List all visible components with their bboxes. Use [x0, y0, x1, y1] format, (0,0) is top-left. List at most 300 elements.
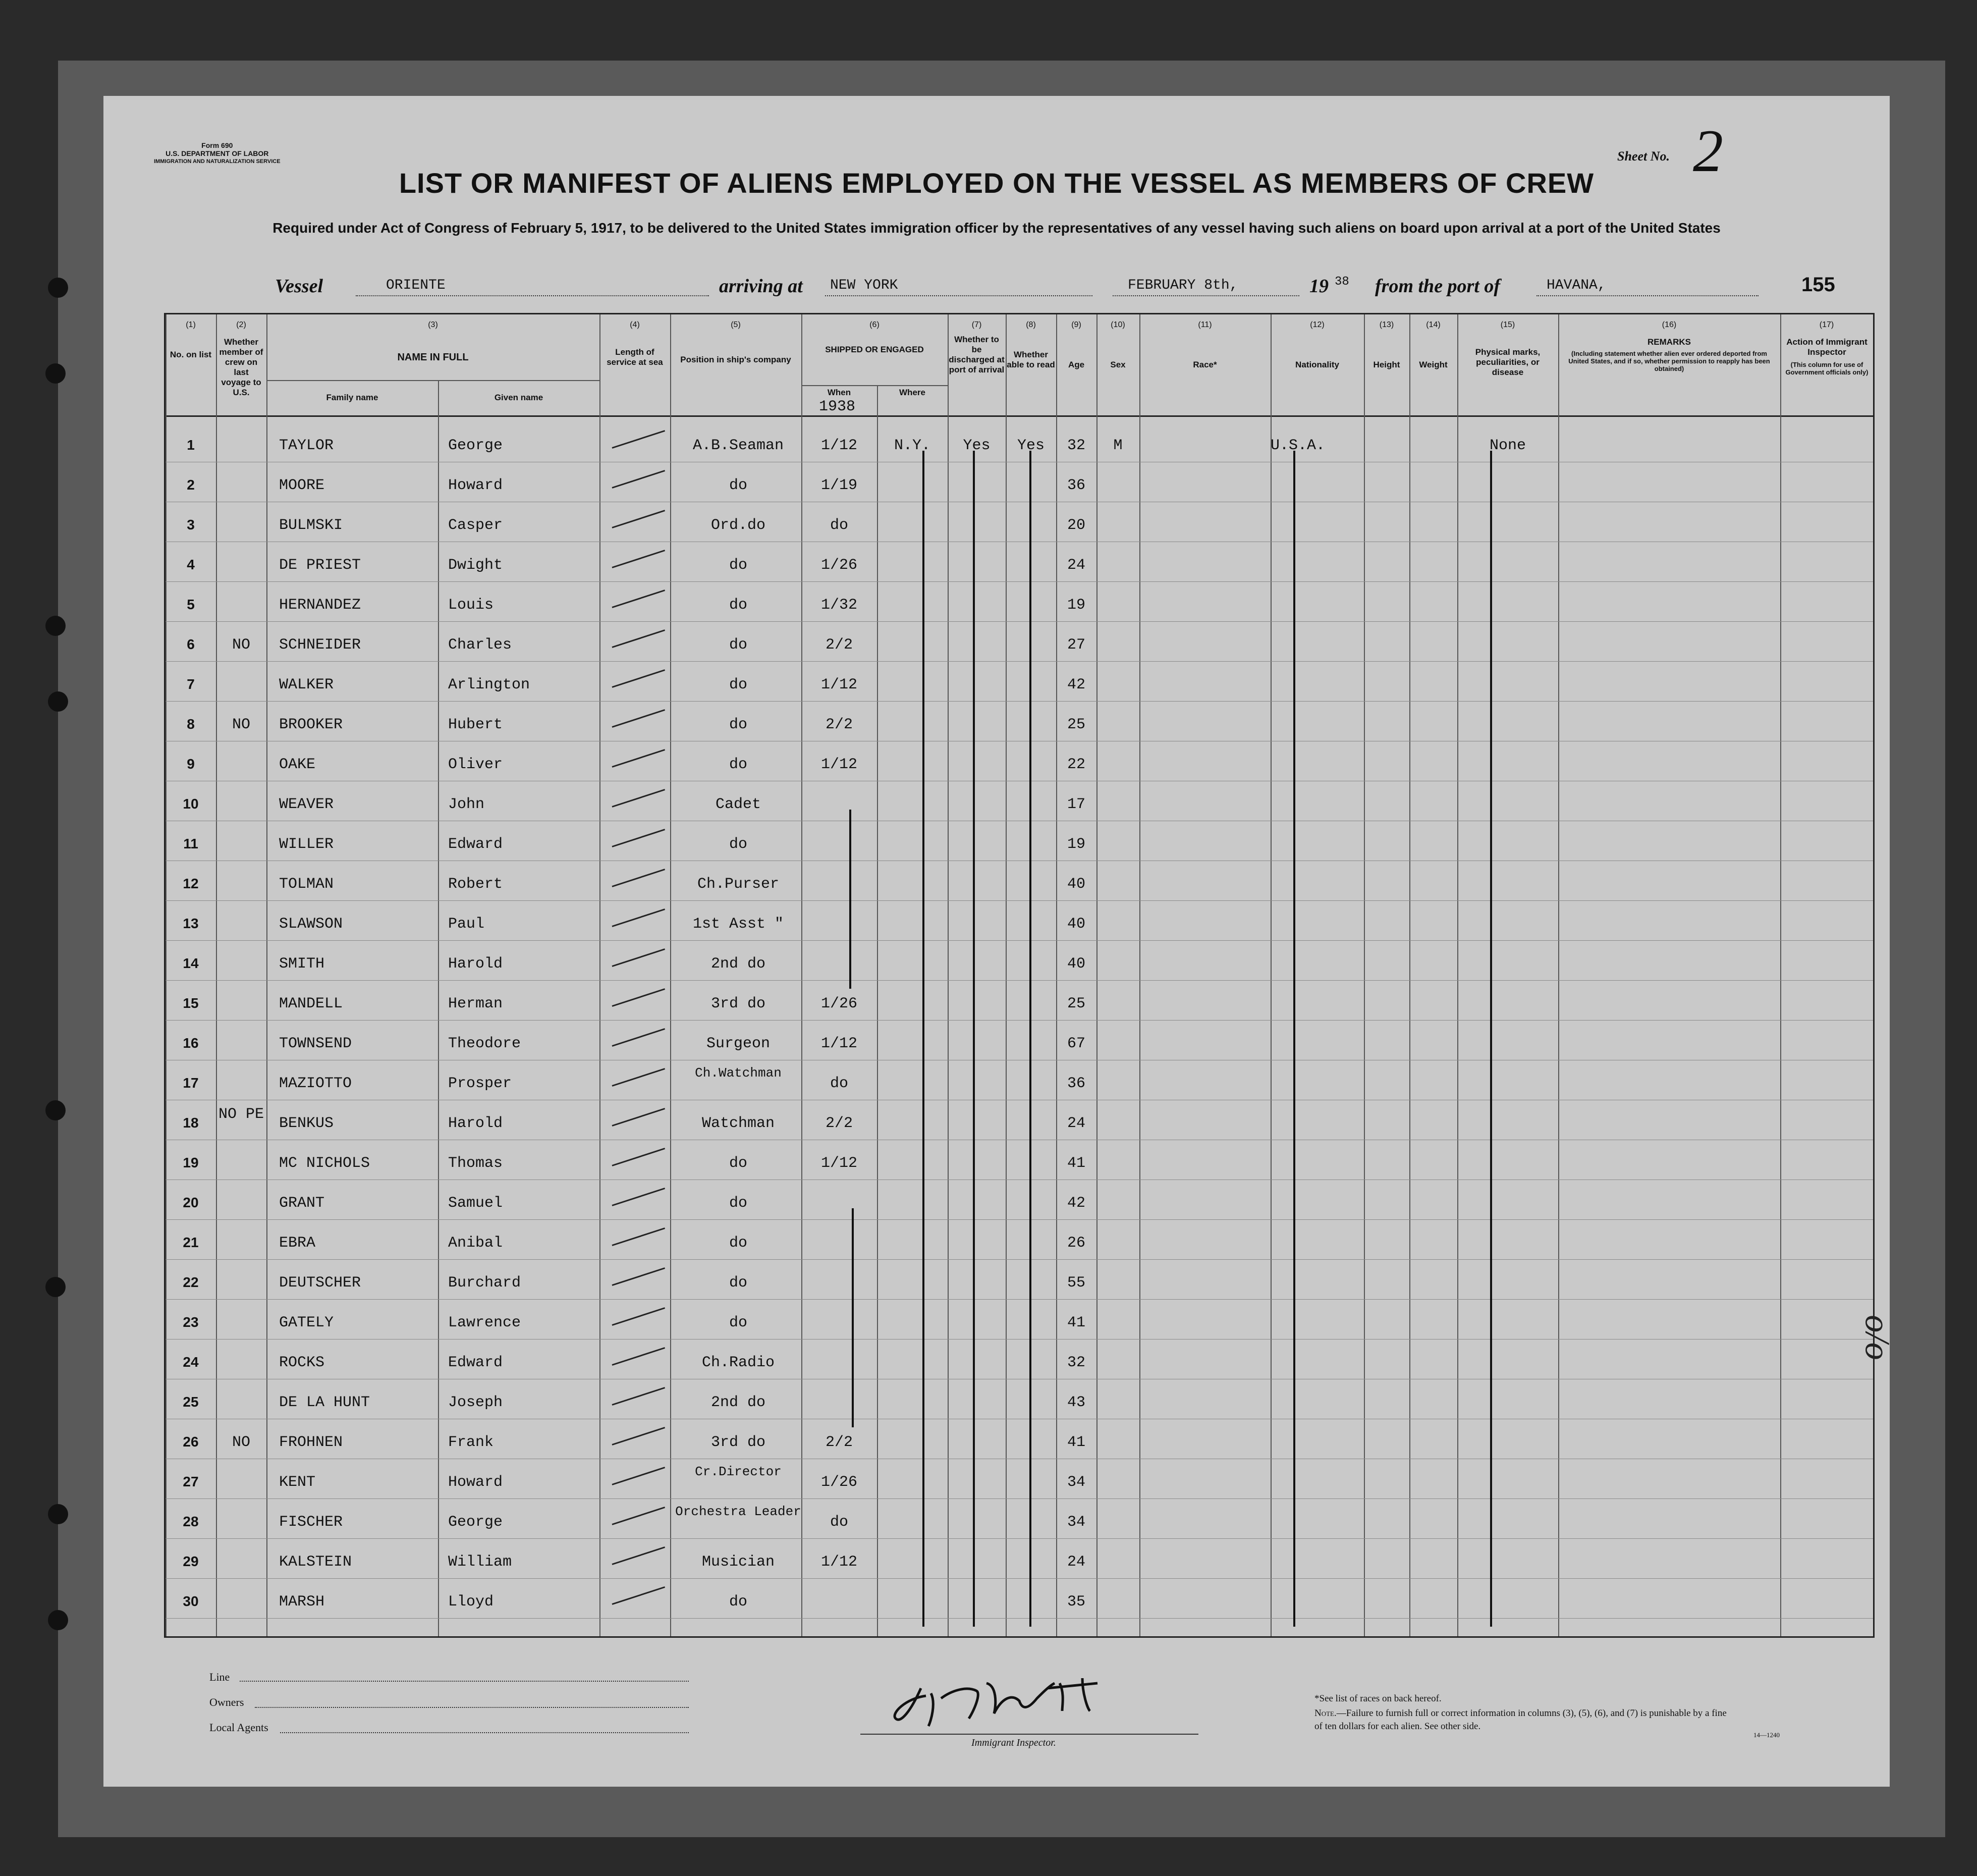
cell-given: Lloyd — [448, 1593, 494, 1611]
table-row — [166, 1380, 1873, 1420]
cell-no: 18 — [183, 1115, 199, 1131]
service-tick-mark — [612, 1068, 666, 1087]
cell-when: 1/26 — [820, 1474, 857, 1491]
cell-age: 19 — [1067, 836, 1085, 853]
vessel-name: ORIENTE — [386, 278, 446, 293]
cell-where: N.Y. — [894, 437, 930, 454]
cell-age: 34 — [1067, 1474, 1085, 1491]
cell-no: 1 — [187, 437, 195, 453]
header-race: Race* — [1193, 360, 1217, 369]
service-tick-mark — [612, 1148, 666, 1166]
header-no-on-list: No. on list — [170, 350, 212, 359]
cell-family: KENT — [279, 1474, 316, 1491]
cell-family: EBRA — [279, 1235, 316, 1252]
cell-age: 40 — [1067, 955, 1085, 973]
header-remarks-note: (Including statement whether alien ever ordered deported from United States, and if so, whether permission to reapply has been obtained) — [1568, 350, 1770, 372]
cell-given: Charles — [448, 636, 512, 654]
cell-no: 4 — [187, 557, 195, 572]
header-action-inspector: Action of Immigrant Inspector — [1786, 337, 1868, 357]
cell-family: FROHNEN — [279, 1434, 343, 1451]
header-remarks: REMARKS — [1648, 337, 1691, 347]
cell-when: 1/12 — [820, 1155, 857, 1172]
punch-hole — [48, 278, 68, 298]
cell-family: SMITH — [279, 955, 325, 973]
cell-given: Anibal — [448, 1235, 503, 1252]
cell-given: Dwight — [448, 557, 503, 574]
header-discharged: Whether to be discharged at port of arrival — [949, 335, 1005, 374]
table-row — [166, 1220, 1873, 1260]
cell-prev: NO — [232, 1434, 250, 1451]
cell-family: WALKER — [279, 676, 334, 693]
table-row — [166, 1460, 1873, 1499]
cell-when: 1/12 — [820, 1553, 857, 1571]
cell-position: Cr.Director — [695, 1464, 782, 1479]
table-row — [166, 782, 1873, 822]
cell-when: do — [830, 1075, 848, 1092]
cell-age: 32 — [1067, 437, 1085, 454]
cell-no: 12 — [183, 876, 199, 891]
service-tick-mark — [612, 1586, 666, 1605]
col-8-number: (8) — [1026, 320, 1036, 329]
service-tick-mark — [612, 1427, 666, 1445]
cell-given: Samuel — [448, 1195, 503, 1212]
service-tick-mark — [612, 629, 666, 648]
cell-given: Prosper — [448, 1075, 512, 1092]
header-prev-voyage: Whether member of crew on last voyage to U.S. — [219, 337, 263, 397]
col-4-number: (4) — [630, 320, 640, 329]
header-where: Where — [899, 388, 925, 397]
cell-given: Casper — [448, 517, 503, 534]
ditto-line — [852, 1208, 854, 1427]
header-name-in-full: NAME IN FULL — [397, 352, 469, 363]
cell-prev: NO — [232, 636, 250, 654]
footer-inspector-label: Immigrant Inspector. — [971, 1737, 1056, 1748]
cell-position: do — [729, 716, 747, 733]
service-tick-mark — [612, 709, 666, 728]
cell-family: WEAVER — [279, 796, 334, 813]
cell-when: 1/19 — [820, 477, 857, 494]
cell-given: Harold — [448, 955, 503, 973]
cell-family: FISCHER — [279, 1514, 343, 1531]
cell-age: 35 — [1067, 1593, 1085, 1611]
vessel-label-text: Vessel — [275, 276, 323, 297]
cell-given: Burchard — [448, 1274, 521, 1292]
table-row — [166, 662, 1873, 702]
cell-given: Edward — [448, 1354, 503, 1371]
cell-given: Joseph — [448, 1394, 503, 1411]
cell-no: 9 — [187, 756, 195, 772]
cell-family: DE LA HUNT — [279, 1394, 370, 1411]
arrival-date: FEBRUARY 8th, — [1128, 278, 1238, 293]
cell-age: 27 — [1067, 636, 1085, 654]
table-row — [166, 1260, 1873, 1300]
header-year-1938: 1938 — [819, 398, 856, 415]
cell-age: 36 — [1067, 1075, 1085, 1092]
service-tick-mark — [612, 988, 666, 1007]
document-title: LIST OR MANIFEST OF ALIENS EMPLOYED ON THE VESSEL AS MEMBERS OF CREW — [399, 167, 1595, 199]
cell-when: 2/2 — [825, 1434, 853, 1451]
cell-family: MAZIOTTO — [279, 1075, 352, 1092]
header-position: Position in ship's company — [680, 355, 791, 364]
cell-given: Howard — [448, 1474, 503, 1491]
cell-given: Theodore — [448, 1035, 521, 1052]
cell-given: George — [448, 437, 503, 454]
cell-when: 1/12 — [820, 1035, 857, 1052]
year-prefix: 19 — [1309, 276, 1329, 297]
service-tick-mark — [612, 1028, 666, 1047]
table-row — [166, 1101, 1873, 1141]
table-row — [166, 582, 1873, 622]
punch-hole — [45, 1100, 66, 1120]
cell-age: 32 — [1067, 1354, 1085, 1371]
cell-position: do — [729, 477, 747, 494]
cell-position: do — [729, 597, 747, 614]
cell-position: Ch.Purser — [697, 876, 780, 893]
table-row — [166, 822, 1873, 862]
service-tick-mark — [612, 948, 666, 967]
cell-age: 20 — [1067, 517, 1085, 534]
cell-when: 2/2 — [825, 636, 853, 654]
header-weight: Weight — [1419, 360, 1448, 369]
header-nationality: Nationality — [1295, 360, 1339, 369]
table-row — [166, 1061, 1873, 1101]
cell-position: do — [729, 1593, 747, 1611]
cell-when: 2/2 — [825, 716, 853, 733]
cell-no: 14 — [183, 955, 199, 971]
header-length-of-service: Length of service at sea — [607, 347, 663, 367]
service-tick-mark — [612, 1387, 666, 1406]
service-tick-mark — [612, 669, 666, 688]
service-tick-mark — [612, 829, 666, 847]
table-row — [166, 423, 1873, 463]
service-tick-mark — [612, 749, 666, 768]
cell-family: MARSH — [279, 1593, 325, 1611]
col-1-number: (1) — [186, 320, 196, 329]
crew-table — [164, 313, 1875, 1638]
form-number: Form 690 — [201, 141, 233, 149]
service-tick-mark — [612, 1467, 666, 1485]
cell-age: 36 — [1067, 477, 1085, 494]
col-16-number: (16) — [1662, 320, 1677, 329]
table-row — [166, 702, 1873, 742]
cell-position: do — [729, 1195, 747, 1212]
cell-no: 17 — [183, 1075, 199, 1091]
punch-hole — [45, 616, 66, 636]
arriving-label: arriving at — [719, 276, 803, 297]
cell-no: 26 — [183, 1434, 199, 1450]
col-2-number: (2) — [236, 320, 246, 329]
cell-no: 13 — [183, 916, 199, 931]
header-age: Age — [1068, 360, 1085, 369]
pencil-mark: o/o — [1857, 1315, 1897, 1360]
cell-family: DEUTSCHER — [279, 1274, 361, 1292]
cell-no: 5 — [187, 597, 195, 612]
cell-family: MOORE — [279, 477, 325, 494]
cell-family: GATELY — [279, 1314, 334, 1331]
cell-family: BENKUS — [279, 1115, 334, 1132]
cell-family: MANDELL — [279, 995, 343, 1012]
cell-nationality: U.S.A. — [1271, 437, 1326, 454]
cell-family: WILLER — [279, 836, 334, 853]
header-when: When — [827, 388, 851, 397]
cell-no: 11 — [183, 836, 198, 851]
cell-age: 67 — [1067, 1035, 1085, 1052]
table-row — [166, 862, 1873, 901]
table-row — [166, 1539, 1873, 1579]
cell-when: do — [830, 517, 848, 534]
cell-position: 3rd do — [710, 995, 766, 1012]
cell-age: 42 — [1067, 676, 1085, 693]
cell-given: Lawrence — [448, 1314, 521, 1331]
from-port-label: from the port of — [1375, 276, 1501, 297]
table-row — [166, 1579, 1873, 1619]
header-action-note: (This column for use of Government officials only) — [1785, 361, 1869, 376]
cell-given: Herman — [448, 995, 503, 1012]
ditto-line — [1293, 451, 1295, 1627]
col-10-number: (10) — [1111, 320, 1125, 329]
table-row — [166, 1141, 1873, 1181]
cell-no: 16 — [183, 1035, 199, 1051]
table-row — [166, 503, 1873, 543]
table-row — [166, 742, 1873, 782]
cell-given: Frank — [448, 1434, 494, 1451]
cell-when: 1/12 — [820, 437, 857, 454]
cell-given: Paul — [448, 916, 485, 933]
cell-family: KALSTEIN — [279, 1553, 352, 1571]
cell-age: 25 — [1067, 716, 1085, 733]
service-tick-mark — [612, 1507, 666, 1525]
service-tick-mark — [612, 1267, 666, 1286]
header-physical-marks: Physical marks, peculiarities, or disease — [1475, 347, 1541, 377]
cell-given: Oliver — [448, 756, 503, 773]
cell-no: 25 — [183, 1394, 199, 1410]
col-11-number: (11) — [1198, 320, 1212, 329]
service-tick-mark — [612, 510, 666, 528]
header-shipped-engaged: SHIPPED OR ENGAGED — [825, 345, 924, 354]
cell-family: TOWNSEND — [279, 1035, 352, 1052]
cell-position: do — [729, 557, 747, 574]
manifest-number: 155 — [1801, 274, 1835, 296]
service: IMMIGRATION AND NATURALIZATION SERVICE — [154, 158, 281, 165]
cell-given: John — [448, 796, 485, 813]
cell-no: 28 — [183, 1514, 199, 1529]
cell-position: 2nd do — [710, 955, 766, 973]
cell-age: 17 — [1067, 796, 1085, 813]
punch-hole — [48, 1504, 68, 1524]
service-tick-mark — [612, 1227, 666, 1246]
year-suffix: 38 — [1335, 275, 1349, 289]
service-tick-mark — [612, 470, 666, 489]
cell-when: 1/12 — [820, 676, 857, 693]
cell-family: BULMSKI — [279, 517, 343, 534]
ditto-line — [1029, 451, 1031, 1627]
cell-position: Surgeon — [706, 1035, 771, 1052]
cell-family: SCHNEIDER — [279, 636, 361, 654]
cell-no: 23 — [183, 1314, 199, 1330]
header-height: Height — [1373, 360, 1400, 369]
manifest-page — [103, 96, 1897, 1787]
cell-when: 1/12 — [820, 756, 857, 773]
table-row — [166, 1021, 1873, 1061]
cell-given: George — [448, 1514, 503, 1531]
department: U.S. DEPARTMENT OF LABOR — [166, 149, 269, 157]
cell-position: do — [729, 1274, 747, 1292]
cell-family: TOLMAN — [279, 876, 334, 893]
cell-position: Ch.Radio — [701, 1354, 775, 1371]
cell-no: 29 — [183, 1553, 199, 1569]
cell-given: Louis — [448, 597, 494, 614]
cell-family: ROCKS — [279, 1354, 325, 1371]
ditto-line — [1490, 451, 1492, 1627]
col-7-number: (7) — [971, 320, 982, 329]
col-15-number: (15) — [1500, 320, 1515, 329]
cell-given: Howard — [448, 477, 503, 494]
cell-given: Hubert — [448, 716, 503, 733]
document-subtitle: Required under Act of Congress of February 5, 1917, to be delivered to the United States immigration officer by the representatives of any vessel having such aliens on board upon arrival at a port of the United States — [272, 220, 1721, 236]
cell-position: do — [729, 676, 747, 693]
header-sex: Sex — [1110, 360, 1126, 369]
col-14-number: (14) — [1426, 320, 1441, 329]
cell-age: 41 — [1067, 1434, 1085, 1451]
cell-no: 8 — [187, 716, 195, 732]
cell-position: do — [729, 1235, 747, 1252]
cell-given: Edward — [448, 836, 503, 853]
service-tick-mark — [612, 1307, 666, 1326]
cell-given: Arlington — [448, 676, 530, 693]
punch-hole — [45, 1277, 66, 1297]
service-tick-mark — [612, 589, 666, 608]
cell-when: do — [830, 1514, 848, 1531]
table-row — [166, 463, 1873, 503]
cell-family: HERNANDEZ — [279, 597, 361, 614]
cell-age: 22 — [1067, 756, 1085, 773]
cell-given: Harold — [448, 1115, 503, 1132]
service-tick-mark — [612, 1188, 666, 1206]
cell-family: DE PRIEST — [279, 557, 361, 574]
cell-age: 43 — [1067, 1394, 1085, 1411]
cell-age: 41 — [1067, 1155, 1085, 1172]
cell-position: 1st Asst " — [692, 916, 784, 933]
cell-prev: NO PE — [218, 1106, 264, 1123]
table-row — [166, 901, 1873, 941]
cell-no: 7 — [187, 676, 195, 692]
table-row — [166, 1340, 1873, 1380]
arriving-port: NEW YORK — [830, 278, 898, 293]
cell-when: 1/26 — [820, 557, 857, 574]
cell-no: 15 — [183, 995, 199, 1011]
footer-owners-label: Owners — [209, 1696, 244, 1708]
sheet-label: Sheet No. — [1617, 149, 1670, 164]
cell-when: 2/2 — [825, 1115, 853, 1132]
cell-age: 24 — [1067, 557, 1085, 574]
service-tick-mark — [612, 1546, 666, 1565]
cell-sex: M — [1113, 437, 1123, 454]
ditto-line — [849, 810, 851, 989]
from-port: HAVANA, — [1547, 278, 1606, 293]
cell-family: SLAWSON — [279, 916, 343, 933]
cell-position: 3rd do — [710, 1434, 766, 1451]
form-header-block — [154, 141, 281, 166]
cell-no: 19 — [183, 1155, 199, 1170]
cell-position: Orchestra Leader — [675, 1504, 801, 1519]
service-tick-mark — [612, 1108, 666, 1127]
header-given-name: Given name — [494, 393, 543, 402]
col-9-number: (9) — [1071, 320, 1081, 329]
table-row — [166, 1499, 1873, 1539]
footer-agents-label: Local Agents — [209, 1721, 268, 1734]
cell-age: 34 — [1067, 1514, 1085, 1531]
cell-position: Musician — [701, 1553, 775, 1571]
cell-age: 24 — [1067, 1553, 1085, 1571]
cell-when: 1/32 — [820, 597, 857, 614]
footer-races-note: *See list of races on back hereof. — [1314, 1693, 1442, 1704]
punch-hole — [48, 691, 68, 712]
col-17-number: (17) — [1819, 320, 1834, 329]
col-6-number: (6) — [869, 320, 880, 329]
cell-given: William — [448, 1553, 512, 1571]
table-row — [166, 981, 1873, 1021]
cell-no: 24 — [183, 1354, 199, 1370]
sheet-number: 2 — [1693, 117, 1723, 184]
cell-family: MC NICHOLS — [279, 1155, 370, 1172]
punch-hole — [45, 363, 66, 384]
col-5-number: (5) — [731, 320, 741, 329]
cell-position: Ord.do — [710, 517, 766, 534]
cell-position: Watchman — [701, 1115, 775, 1132]
cell-no: 30 — [183, 1593, 199, 1609]
cell-read: Yes — [1017, 437, 1045, 454]
header-family-name: Family name — [326, 393, 378, 402]
cell-no: 2 — [187, 477, 195, 493]
cell-age: 41 — [1067, 1314, 1085, 1331]
cell-prev: NO — [232, 716, 250, 733]
table-row — [166, 622, 1873, 662]
cell-age: 24 — [1067, 1115, 1085, 1132]
cell-age: 55 — [1067, 1274, 1085, 1292]
cell-no: 3 — [187, 517, 195, 532]
cell-position: do — [729, 836, 747, 853]
table-row — [166, 1420, 1873, 1460]
cell-family: GRANT — [279, 1195, 325, 1212]
service-tick-mark — [612, 869, 666, 887]
cell-no: 22 — [183, 1274, 199, 1290]
cell-position: do — [729, 636, 747, 654]
cell-given: Robert — [448, 876, 503, 893]
cell-age: 25 — [1067, 995, 1085, 1012]
table-row — [166, 543, 1873, 582]
col-3-number: (3) — [428, 320, 438, 329]
col-12-number: (12) — [1310, 320, 1325, 329]
service-tick-mark — [612, 430, 666, 449]
table-row — [166, 1300, 1873, 1340]
cell-age: 40 — [1067, 876, 1085, 893]
cell-discharged: Yes — [963, 437, 991, 454]
cell-position: do — [729, 1155, 747, 1172]
cell-no: 27 — [183, 1474, 199, 1489]
service-tick-mark — [612, 1347, 666, 1366]
cell-position: A.B.Seaman — [692, 437, 784, 454]
cell-marks: None — [1489, 437, 1526, 454]
cell-no: 6 — [187, 636, 195, 652]
cell-no: 10 — [183, 796, 199, 812]
footer-note: Note.—Failure to furnish full or correct information in columns (3), (5), (6), and (7) is punishable by a fine of ten dollars for each alien. See other side. — [1314, 1708, 1727, 1732]
table-row — [166, 1181, 1873, 1220]
inspector-signature — [881, 1663, 1214, 1734]
footer-line-label: Line — [209, 1671, 230, 1683]
cell-family: TAYLOR — [279, 437, 334, 454]
cell-age: 26 — [1067, 1235, 1085, 1252]
ditto-line — [973, 451, 975, 1627]
